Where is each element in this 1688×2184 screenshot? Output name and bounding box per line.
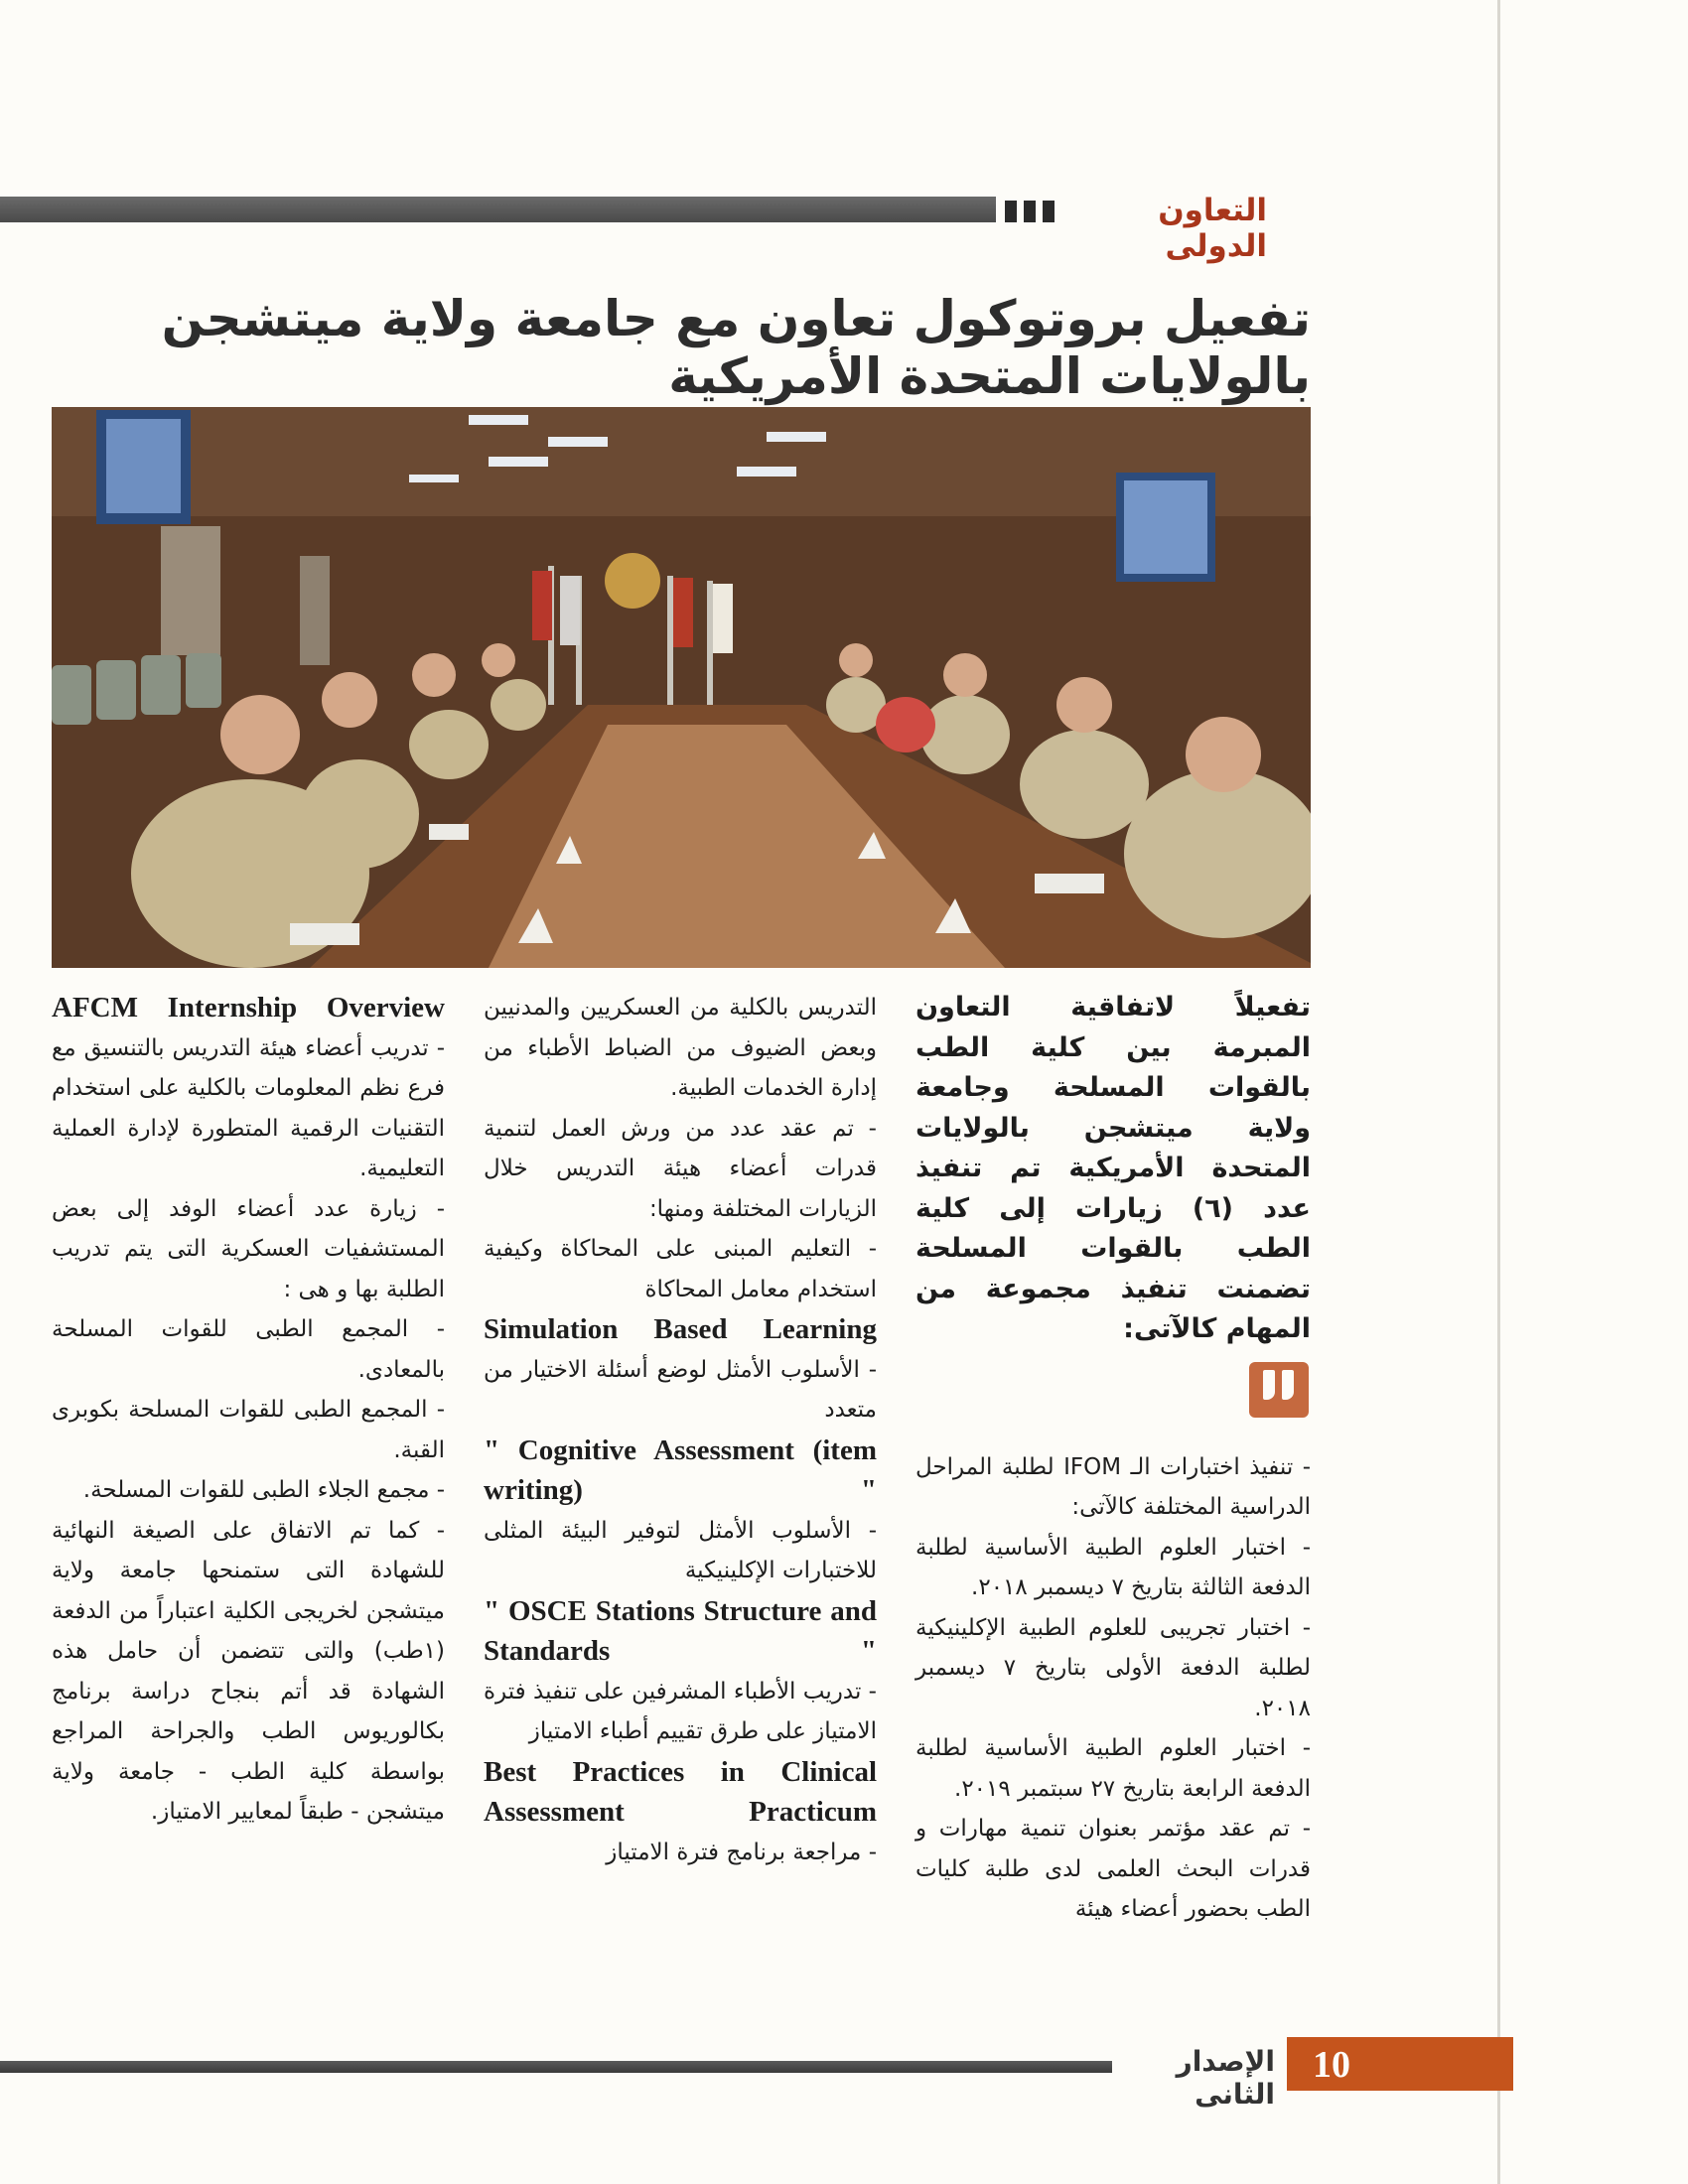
paragraph: - اختبار العلوم الطبية الأساسية لطلبة الدفعة الثالثة بتاريخ ٧ ديسمبر ٢٠١٨. <box>915 1534 1311 1600</box>
column-left <box>52 988 445 1833</box>
footer-rule <box>0 2061 1112 2073</box>
issue-label: الإصدار الثانى <box>1176 2045 1275 2111</box>
paragraph: - المجمع الطبى للقوات المسلحة بالمعادى. <box>52 1316 445 1383</box>
paragraph: - تدريب الأطباء المشرفين على تنفيذ فترة الامتياز على طرق تقييم أطباء الامتياز <box>484 1678 877 1744</box>
section-markers <box>1005 201 1055 222</box>
article-headline: تفعيل بروتوكول تعاون مع جامعة ولاية ميتشجن بالولايات المتحدة الأمريكية <box>161 290 1311 405</box>
column-right <box>915 988 1311 1930</box>
page-number: 10 <box>1313 2044 1350 2086</box>
paragraph: - الأسلوب الأمثل لتوفير البيئة المثلى للاختبارات الإكلينيكية <box>484 1517 877 1583</box>
english-term: " OSCE Stations Structure and Standards " <box>484 1594 877 1667</box>
section-rule <box>0 197 996 222</box>
paragraph: التدريس بالكلية من العسكريين والمدنيين وبعض الضيوف من الضباط الأطباء من إدارة الخدمات الطبية. <box>484 995 877 1101</box>
quote-icon <box>1249 1362 1309 1418</box>
paragraph: - الأسلوب الأمثل لوضع أسئلة الاختيار من متعدد <box>484 1356 877 1423</box>
paragraph: - تم عقد عدد من ورش العمل لتنمية قدرات أعضاء هيئة التدريس خلال الزيارات المختلفة ومنها: <box>484 1115 877 1222</box>
paragraph: - كما تم الاتفاق على الصيغة النهائية للشهادة التى ستمنحها جامعة ولاية ميتشجن لخريجى الكلية اعتباراً من الدفعة (١طب) والتى تتضمن أن حامل هذه الشهادة قد أتم بنجاح دراسة برنامج بكالوريوس الطب والجراحة المراجع بواسطة كلية الطب - جامعة ولاية ميتشجن - طبقاً لمعايير الامتياز. <box>52 1517 445 1825</box>
page-edge <box>1497 0 1500 2184</box>
english-title: AFCM Internship Overview <box>52 992 445 1024</box>
english-term: Best Practices in Clinical Assessment Practicum <box>484 1755 877 1828</box>
paragraph: - اختبار العلوم الطبية الأساسية لطلبة الدفعة الرابعة بتاريخ ٢٧ سبتمبر ٢٠١٩. <box>915 1735 1311 1802</box>
column-middle <box>484 988 877 1872</box>
paragraph: - زيارة عدد أعضاء الوفد إلى بعض المستشفيات العسكرية التى يتم تدريب الطلبة بها و هى : <box>52 1195 445 1302</box>
page-number-box <box>1287 2037 1513 2091</box>
paragraph: - تدريب أعضاء هيئة التدريس بالتنسيق مع فرع نظم المعلومات بالكلية على استخدام التقنيات الرقمية المتطورة لإدارة العملية التعليمية. <box>52 1034 445 1181</box>
english-term: " Cognitive Assessment (item writing) " <box>484 1433 877 1506</box>
paragraph: - مجمع الجلاء الطبى للقوات المسلحة. <box>82 1477 445 1503</box>
paragraph: - تم عقد مؤتمر بعنوان تنمية مهارات و قدرات البحث العلمى لدى طلبة كليات الطب بحضور أعضاء هيئة <box>915 1816 1311 1922</box>
paragraph: - تنفيذ اختبارات الـ IFOM لطلبة المراحل الدراسية المختلفة كالآتى: <box>915 1453 1311 1520</box>
paragraph: - المجمع الطبى للقوات المسلحة بكوبرى القبة. <box>52 1397 445 1463</box>
meeting-photo <box>52 407 1311 968</box>
section-title: التعاون الدولى <box>1158 193 1267 264</box>
paragraph: - مراجعة برنامج فترة الامتياز <box>606 1839 877 1865</box>
english-term: Simulation Based Learning <box>484 1313 877 1345</box>
lead-paragraph: تفعيلاً لاتفاقية التعاون المبرمة بين كلية الطب بالقوات المسلحة وجامعة ولاية ميتشجن بالولايات المتحدة الأمريكية تم تنفيذ عدد (٦) زيارات إلى كلية الطب بالقوات المسلحة تضمنت تنفيذ مجموعة من المهام كالآتى: <box>915 992 1311 1344</box>
paragraph: - اختبار تجريبى للعلوم الطبية الإكلينيكية لطلبة الدفعة الأولى بتاريخ ٧ ديسمبر ٢٠١٨. <box>915 1614 1311 1721</box>
paragraph: - التعليم المبنى على المحاكاة وكيفية استخدام معامل المحاكاة <box>484 1236 877 1302</box>
